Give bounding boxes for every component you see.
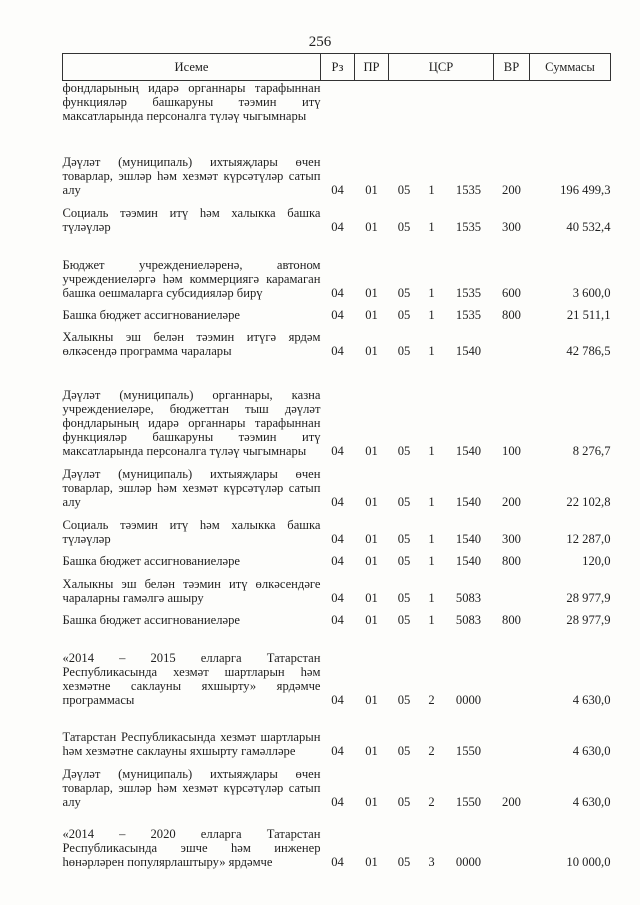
cell-rz: 04 — [331, 307, 344, 322]
cell-s1: 05 — [397, 553, 411, 568]
cell-s2: 2 — [428, 794, 435, 809]
cell-sum: 21 511,1 — [566, 307, 611, 322]
cell-s1: 05 — [397, 531, 411, 546]
header-name: Исеме — [63, 54, 321, 81]
cell-vr: 200 — [502, 182, 521, 197]
cell-rz — [321, 81, 355, 145]
cell-s1: 05 — [397, 612, 411, 627]
table-row — [63, 809, 611, 869]
cell-rz: 04 — [331, 494, 344, 509]
cell-name: фондларының идарә органнары тарафыннан функцияләр башкаруны тәэмин итү максатларында персоналга түләү чыгымнары — [62, 81, 321, 123]
cell-name: Халыкны эш белән тәэмин итү өлкәсендәге чараларны гамәлгә ашыру — [62, 576, 321, 605]
cell-vr: 800 — [502, 553, 521, 568]
cell-rz: 04 — [331, 743, 344, 758]
cell-sum: 4 630,0 — [572, 692, 611, 707]
cell-s2: 1 — [428, 612, 435, 627]
cell-pr: 01 — [365, 494, 378, 509]
table-row — [63, 300, 611, 322]
cell-rz: 04 — [331, 854, 344, 869]
cell-pr: 01 — [365, 182, 378, 197]
cell-name: Дәүләт (муниципаль) органнары, казна учреждениеләре, бюджеттан тыш дәүләт фондларының идарә органнары тарафыннан функцияләр башкаруны тәэмин итү максатларында персоналга түләү чыгымнары — [62, 387, 321, 458]
cell-pr: 01 — [365, 443, 378, 458]
cell-pr: 01 — [365, 794, 378, 809]
cell-s1: 05 — [397, 494, 411, 509]
cell-vr — [494, 81, 530, 145]
cell-vr: 300 — [502, 219, 521, 234]
cell-vr — [494, 322, 530, 358]
cell-rz: 04 — [331, 590, 344, 605]
cell-name: Дәүләт (муниципаль) ихтыяҗлары өчен товарлар, эшләр һәм хезмәт күрсәтүләр сатып алу — [62, 766, 321, 809]
cell-pr: 01 — [365, 743, 378, 758]
cell-s1: 05 — [397, 443, 411, 458]
table-row — [63, 627, 611, 707]
cell-s3: 1550 — [455, 794, 482, 809]
cell-rz: 04 — [331, 692, 344, 707]
cell-s3: 1540 — [455, 494, 482, 509]
cell-rz: 04 — [331, 443, 344, 458]
cell-s2 — [420, 81, 444, 145]
cell-vr: 800 — [502, 307, 521, 322]
cell-sum: 28 977,9 — [566, 590, 611, 605]
cell-sum: 42 786,5 — [566, 343, 611, 358]
cell-s3: 1535 — [455, 307, 482, 322]
cell-s3: 5083 — [455, 590, 482, 605]
cell-s2: 1 — [428, 494, 435, 509]
cell-rz: 04 — [331, 531, 344, 546]
cell-rz: 04 — [331, 182, 344, 197]
cell-s1: 05 — [397, 794, 411, 809]
cell-pr: 01 — [365, 692, 378, 707]
cell-s2: 2 — [428, 692, 435, 707]
cell-sum: 3 600,0 — [572, 285, 611, 300]
cell-vr: 100 — [502, 443, 521, 458]
cell-name: «2014 – 2020 елларга Татарстан Республикасында эшче һәм инженер һөнәрләрен популярлаштыру» ярдәмче — [62, 826, 321, 869]
cell-sum: 4 630,0 — [572, 794, 611, 809]
cell-s1: 05 — [397, 182, 411, 197]
cell-pr: 01 — [365, 219, 378, 234]
cell-vr: 600 — [502, 285, 521, 300]
cell-vr: 300 — [502, 531, 521, 546]
cell-pr: 01 — [365, 285, 378, 300]
table-row — [63, 758, 611, 809]
cell-name: Башка бюджет ассигнованиеләре — [62, 553, 240, 568]
cell-name: Башка бюджет ассигнованиеләре — [62, 612, 240, 627]
cell-s3 — [444, 81, 494, 145]
table-row — [63, 234, 611, 300]
cell-rz: 04 — [331, 794, 344, 809]
cell-s2: 1 — [428, 590, 435, 605]
cell-sum: 196 499,3 — [560, 182, 611, 197]
cell-s3: 1535 — [455, 219, 482, 234]
cell-vr — [494, 809, 530, 869]
cell-s2: 1 — [428, 443, 435, 458]
cell-pr — [355, 81, 389, 145]
cell-s2: 2 — [428, 743, 435, 758]
cell-name: Дәүләт (муниципаль) ихтыяҗлары өчен товарлар, эшләр һәм хезмәт күрсәтүләр сатып алу — [62, 466, 321, 509]
cell-s1: 05 — [397, 307, 411, 322]
cell-vr — [494, 707, 530, 758]
cell-s3: 1540 — [455, 343, 482, 358]
table-row — [63, 546, 611, 568]
cell-vr: 200 — [502, 794, 521, 809]
cell-s3: 0000 — [455, 854, 482, 869]
header-vr: ВР — [494, 54, 530, 81]
cell-s1: 05 — [397, 854, 411, 869]
cell-name: Татарстан Республикасында хезмәт шартларын һәм хезмәтне саклауны яхшырту гамәлләре — [62, 729, 321, 758]
cell-s2: 1 — [428, 531, 435, 546]
table-row — [63, 358, 611, 458]
cell-sum: 22 102,8 — [566, 494, 611, 509]
cell-rz: 04 — [331, 285, 344, 300]
table-row — [63, 458, 611, 509]
cell-sum: 4 630,0 — [572, 743, 611, 758]
cell-s2: 1 — [428, 219, 435, 234]
cell-s3: 5083 — [455, 612, 482, 627]
cell-s1: 05 — [397, 285, 411, 300]
table-row — [63, 145, 611, 197]
cell-s3: 1540 — [455, 531, 482, 546]
table-row — [63, 568, 611, 605]
table-header — [63, 54, 611, 81]
table-row — [63, 197, 611, 234]
budget-table — [62, 53, 611, 869]
table-row — [63, 509, 611, 546]
cell-s3: 1535 — [455, 182, 482, 197]
cell-s1: 05 — [397, 219, 411, 234]
cell-rz: 04 — [331, 343, 344, 358]
cell-s2: 3 — [428, 854, 435, 869]
cell-sum: 120,0 — [582, 553, 611, 568]
cell-sum: 12 287,0 — [566, 531, 611, 546]
cell-s3: 1540 — [455, 443, 482, 458]
header-sum: Суммасы — [530, 54, 611, 81]
cell-s2: 1 — [428, 182, 435, 197]
cell-name: Башка бюджет ассигнованиеләре — [62, 307, 240, 322]
cell-name: Бюджет учреждениеләренә, автоном учреждениеләргә һәм коммерциягә карамаган башка оешмаларга субсидияләр бирү — [62, 257, 321, 300]
page-number: 256 — [308, 34, 332, 50]
cell-name: Социаль тәэмин итү һәм халыкка башка түләүләр — [62, 205, 321, 234]
cell-sum: 10 000,0 — [566, 854, 611, 869]
cell-s1: 05 — [397, 343, 411, 358]
cell-s1 — [389, 81, 420, 145]
cell-pr: 01 — [365, 307, 378, 322]
cell-s3: 1535 — [455, 285, 482, 300]
cell-s2: 1 — [428, 343, 435, 358]
table-row — [63, 707, 611, 758]
table-body — [63, 81, 611, 869]
cell-sum: 40 532,4 — [566, 219, 611, 234]
cell-pr: 01 — [365, 531, 378, 546]
cell-rz: 04 — [331, 219, 344, 234]
cell-s2: 1 — [428, 285, 435, 300]
table-row — [63, 81, 611, 145]
cell-name: Халыкны эш белән тәэмин итүгә ярдәм өлкәсендә программа чаралары — [62, 329, 321, 358]
cell-s2: 1 — [428, 553, 435, 568]
cell-sum — [530, 81, 611, 145]
cell-sum: 28 977,9 — [566, 612, 611, 627]
cell-s1: 05 — [397, 743, 411, 758]
table-row — [63, 322, 611, 358]
header-csr: ЦСР — [389, 54, 494, 81]
cell-vr — [494, 627, 530, 707]
cell-s3: 0000 — [455, 692, 482, 707]
cell-name: Социаль тәэмин итү һәм халыкка башка түләүләр — [62, 517, 321, 546]
cell-vr — [494, 568, 530, 605]
cell-pr: 01 — [365, 854, 378, 869]
cell-rz: 04 — [331, 612, 344, 627]
header-rz: Рз — [321, 54, 355, 81]
cell-s3: 1540 — [455, 553, 482, 568]
cell-pr: 01 — [365, 553, 378, 568]
cell-s1: 05 — [397, 692, 411, 707]
cell-vr: 200 — [502, 494, 521, 509]
cell-s1: 05 — [397, 590, 411, 605]
cell-s3: 1550 — [455, 743, 482, 758]
table-row — [63, 605, 611, 627]
cell-pr: 01 — [365, 590, 378, 605]
cell-pr: 01 — [365, 612, 378, 627]
cell-rz: 04 — [331, 553, 344, 568]
cell-name: Дәүләт (муниципаль) ихтыяҗлары өчен товарлар, эшләр һәм хезмәт күрсәтүләр сатып алу — [62, 154, 321, 197]
cell-vr: 800 — [502, 612, 521, 627]
cell-pr: 01 — [365, 343, 378, 358]
cell-sum: 8 276,7 — [572, 443, 611, 458]
cell-s2: 1 — [428, 307, 435, 322]
cell-name: «2014 – 2015 елларга Татарстан Республикасында хезмәт шартларын һәм хезмәтне саклауны яхшырту» ярдәмче программасы — [62, 650, 321, 707]
header-pr: ПР — [355, 54, 389, 81]
